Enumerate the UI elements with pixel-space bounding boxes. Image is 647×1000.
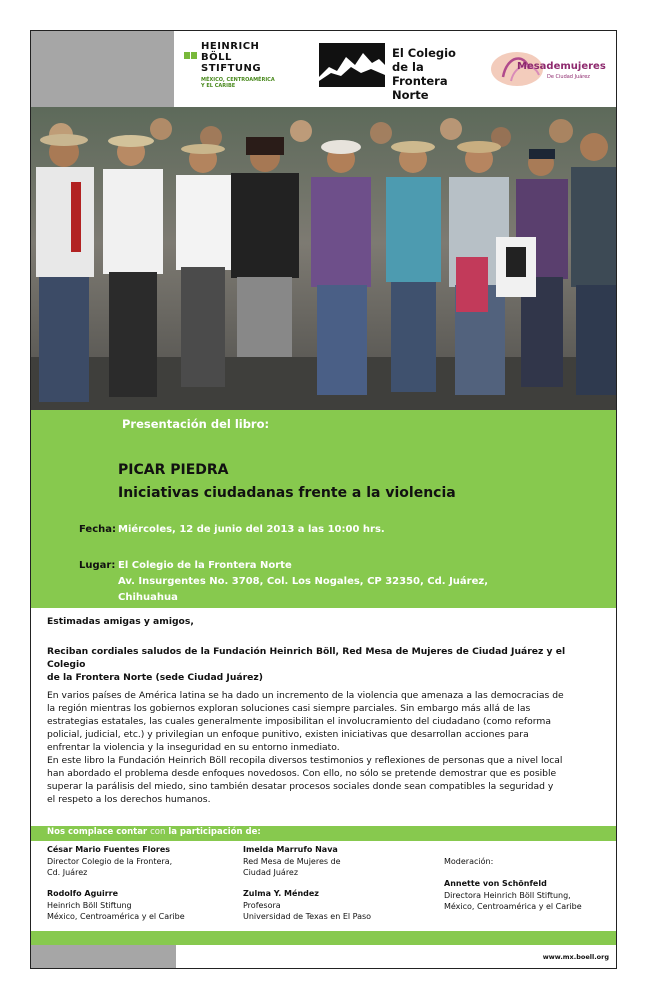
moderator: Annette von Schönfeld Directora Heinrich Böll Stiftung, México, Centroamérica y el Caribe — [444, 879, 582, 911]
colef-name: El Colegio de la Frontera Norte — [392, 46, 456, 102]
march-photo — [31, 107, 616, 410]
header-logos — [31, 31, 616, 107]
footer-gray-block — [31, 945, 176, 968]
mesa-subtitle: De Ciudad Juárez — [547, 74, 590, 80]
website-link[interactable]: www.mx.boell.org — [542, 953, 609, 961]
moderation-label: Moderación: — [444, 857, 494, 866]
paragraph-2: En este libro la Fundación Heinrich Böll recopila diversos testimonios y reflexiones de personas que a nivel local han abordado el problema desde enfoques novedosos. Con ello, no sólo se pretende demostrar que es posible superar la parálisis del miedo, sino también desatar procesos sociales donde sean compatibles la seguridad y el respeto a los derechos humanos. — [47, 755, 563, 805]
book-presentation-heading: Presentación del libro: — [122, 417, 270, 431]
place-line-3: Chihuahua — [118, 592, 178, 603]
mesa-logo — [489, 45, 614, 95]
mesa-name: Mesademujeres — [517, 61, 606, 72]
flyer — [30, 30, 617, 969]
footer-green-bar — [31, 931, 616, 945]
colef-logo — [319, 43, 479, 102]
salutation-paragraph: Reciban cordiales saludos de la Fundación Heinrich Böll, Red Mesa de Mujeres de Ciudad Juárez y el Colegio de la Frontera Norte (sede Ciudad Juárez) — [47, 646, 566, 683]
boell-name: HEINRICH BÖLL STIFTUNG — [201, 41, 262, 74]
boell-subtitle: MÉXICO, CENTROAMÉRICA Y EL CARIBE — [201, 77, 275, 89]
place-line-2: Av. Insurgentes No. 3708, Col. Los Nogales, CP 32350, Cd. Juárez, — [118, 576, 488, 587]
colef-mountain-icon — [319, 43, 385, 87]
participants-strip — [31, 826, 616, 841]
date-label: Fecha: — [79, 524, 117, 535]
boell-squares-icon — [184, 44, 198, 63]
date-value: Miércoles, 12 de junio del 2013 a las 10:00 hrs. — [118, 524, 385, 535]
place-label: Lugar: — [79, 560, 116, 571]
book-subtitle: Iniciativas ciudadanas frente a la violencia — [118, 485, 456, 501]
event-info-panel — [31, 410, 616, 608]
paragraph-1: En varios países de América latina se ha dado un incremento de la violencia que amenaza a las democracias de la región mientras los gobiernos exploran soluciones casi siempre parciales. Sin embargo más allá de las estrategias estatales, las cuales generalmente imposibilitan el involucramiento del ciudadano (como reforma policial, judicial, etc.) y privilegian un enfoque punitivo, existen iniciativas que desarrollan acciones para enfrentar la violencia y la inseguridad en su entorno inmediato. — [47, 690, 564, 753]
participant-aguirre: Rodolfo Aguirre Heinrich Böll Stiftung México, Centroamérica y el Caribe — [47, 889, 185, 921]
greeting: Estimadas amigas y amigos, — [47, 616, 194, 627]
participant-mendez: Zulma Y. Méndez Profesora Universidad de Texas en El Paso — [243, 889, 372, 921]
book-title: PICAR PIEDRA — [118, 462, 229, 478]
participant-fuentes: César Mario Fuentes Flores Director Colegio de la Frontera, Cd. Juárez — [47, 845, 173, 877]
header-gray-block — [31, 31, 174, 107]
participant-marrufo: Imelda Marrufo Nava Red Mesa de Mujeres de Ciudad Juárez — [243, 845, 341, 877]
boell-logo — [184, 41, 289, 101]
participants-heading: Nos complace contar con la participación de: — [47, 827, 261, 837]
place-line-1: El Colegio de la Frontera Norte — [118, 560, 292, 571]
